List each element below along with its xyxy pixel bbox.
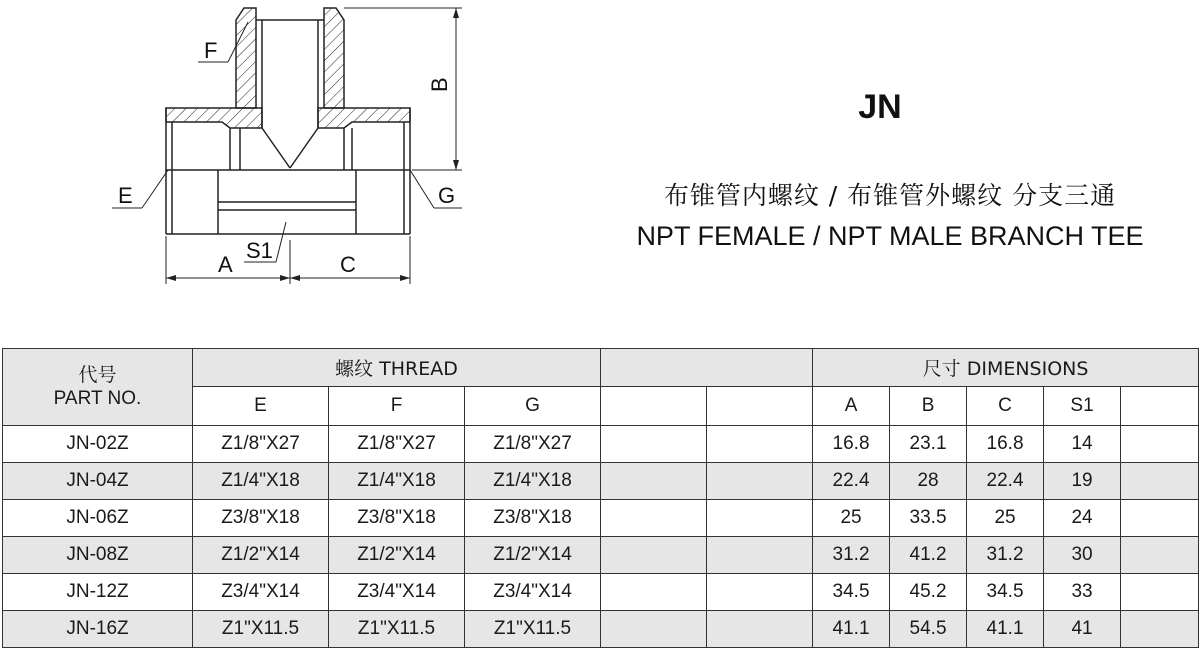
table-row [3,426,1199,463]
cell-a: 25 [813,500,890,537]
table-row [3,500,1199,537]
cell-blank [707,426,813,463]
cell-s1: 41 [1044,611,1121,648]
cell-e: Z1/2"X14 [193,537,329,574]
cell-blank [1121,574,1199,611]
cell-blank [601,426,707,463]
col-header-s1: S1 [1044,387,1121,426]
cell-g: Z3/8"X18 [465,500,601,537]
cell-e: Z1"X11.5 [193,611,329,648]
cell-f: Z1/4"X18 [329,463,465,500]
cell-f: Z1/2"X14 [329,537,465,574]
cell-f: Z1"X11.5 [329,611,465,648]
cell-f: Z3/4"X14 [329,574,465,611]
cell-b: 28 [890,463,967,500]
cell-a: 31.2 [813,537,890,574]
cell-a: 16.8 [813,426,890,463]
cell-g: Z1/8"X27 [465,426,601,463]
col-header-b: B [890,387,967,426]
cell-b: 45.2 [890,574,967,611]
cell-f: Z1/8"X27 [329,426,465,463]
cell-g: Z1/2"X14 [465,537,601,574]
branch-bore [256,20,324,168]
cell-s1: 24 [1044,500,1121,537]
cell-part: JN-16Z [3,611,193,648]
cell-c: 31.2 [967,537,1044,574]
cell-e: Z1/4"X18 [193,463,329,500]
cell-a: 41.1 [813,611,890,648]
cell-c: 22.4 [967,463,1044,500]
col-header-blank [601,387,707,426]
cell-blank [601,500,707,537]
page-title: JN [858,88,902,126]
col-header-g: G [465,387,601,426]
cell-c: 41.1 [967,611,1044,648]
blank-header [601,349,813,387]
cell-e: Z3/8"X18 [193,500,329,537]
dimensions-header: 尺寸 DIMENSIONS [813,349,1199,387]
cell-c: 34.5 [967,574,1044,611]
part-no-header-cn: 代号 [78,364,117,386]
cell-blank [1121,500,1199,537]
cell-g: Z3/4"X14 [465,574,601,611]
specification-table [2,348,1199,648]
cell-g: Z1/4"X18 [465,463,601,500]
cell-e: Z1/8"X27 [193,426,329,463]
cell-blank [707,574,813,611]
table-row [3,537,1199,574]
label-f: F [204,38,218,63]
cell-blank [707,463,813,500]
cell-part: JN-04Z [3,463,193,500]
cell-s1: 14 [1044,426,1121,463]
thread-header: 螺纹 THREAD [193,349,601,387]
col-header-c: C [967,387,1044,426]
col-header-blank [707,387,813,426]
branch-walls [236,8,344,108]
table-row [3,574,1199,611]
body-top-wall [166,108,410,128]
col-header-blank [1121,387,1199,426]
cell-e: Z3/4"X14 [193,574,329,611]
table-row [3,463,1199,500]
cell-blank [601,537,707,574]
cell-blank [601,611,707,648]
col-header-a: A [813,387,890,426]
cell-part: JN-06Z [3,500,193,537]
col-header-e: E [193,387,329,426]
subtitle-chinese: 布锥管内螺纹 / 布锥管外螺纹 分支三通 [663,181,1117,210]
label-a: A [218,252,233,277]
cell-c: 25 [967,500,1044,537]
cell-g: Z1"X11.5 [465,611,601,648]
cell-blank [707,611,813,648]
part-no-header [3,349,193,426]
label-g: G [438,183,456,208]
cell-b: 54.5 [890,611,967,648]
cell-blank [601,463,707,500]
subtitle-english: NPT FEMALE / NPT MALE BRANCH TEE [636,221,1144,251]
cell-blank [707,500,813,537]
cell-blank [707,537,813,574]
cell-s1: 30 [1044,537,1121,574]
cell-a: 34.5 [813,574,890,611]
cell-blank [1121,463,1199,500]
cell-part: JN-12Z [3,574,193,611]
part-no-header-en: PART NO. [53,388,142,409]
cell-part: JN-08Z [3,537,193,574]
cell-blank [1121,426,1199,463]
cell-blank [1121,537,1199,574]
cell-s1: 19 [1044,463,1121,500]
table-row [3,611,1199,648]
cell-c: 16.8 [967,426,1044,463]
cell-blank [1121,611,1199,648]
tee-fitting-drawing [0,0,560,300]
body-outline [166,108,410,234]
label-b: B [427,77,452,92]
label-c: C [340,252,356,277]
cell-b: 33.5 [890,500,967,537]
cell-b: 41.2 [890,537,967,574]
label-e: E [118,183,133,208]
cell-a: 22.4 [813,463,890,500]
cell-f: Z3/8"X18 [329,500,465,537]
col-header-f: F [329,387,465,426]
cell-blank [601,574,707,611]
cell-part: JN-02Z [3,426,193,463]
label-s1: S1 [246,238,273,263]
cell-s1: 33 [1044,574,1121,611]
cell-b: 23.1 [890,426,967,463]
